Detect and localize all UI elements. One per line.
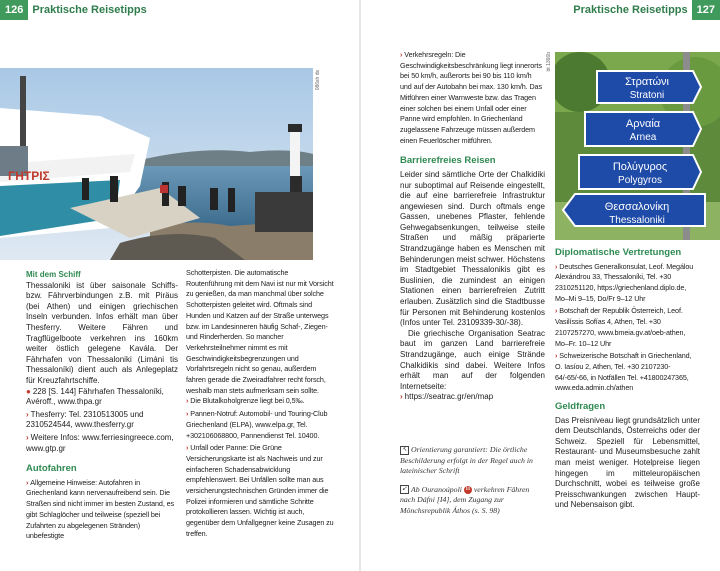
road-signs-illustration <box>555 52 720 240</box>
arrow-icon: › <box>400 392 403 402</box>
photo-caption-ferry: ↙ Ab Ouranoúpoli 11 verkehren Fähren nach Dáfni [I4], dem Zugang zur Mönchsrepublik Áthos (s. S. 98) <box>400 484 530 515</box>
left-page-header <box>0 0 147 20</box>
left-column-2 <box>186 268 334 542</box>
sign-2-latin: Arnea <box>629 132 657 143</box>
more-info-item: › Weitere Infos: www.ferriesingreece.com, www.gtp.gr <box>26 432 174 453</box>
photo-caption-icon: ↙ <box>401 486 408 493</box>
general-notes-item: › Allgemeine Hinweise: Autofahren in Griechenland kann nervenaufreibend sein. Die Straßen sind nicht immer im besten Zustand, es gibt Schlaglöcher und teilweise (speziell bei Zufahrten zu abgelegenen Stränden) unbefestigte <box>26 477 174 541</box>
thesferry-item: › Thesferry: Tel. 2310513005 und 2310524544, www.thesferry.gr <box>26 409 144 430</box>
sign-4-greek: Θεσσαλονίκη <box>604 201 670 213</box>
photo-credit-1: 086sh ds <box>315 70 321 91</box>
arrow-icon: › <box>555 351 558 361</box>
right-page-header <box>573 0 720 20</box>
sign-1-greek: Στρατώνι <box>625 76 669 88</box>
seatrac-link-item[interactable]: › https://seatrac.gr/en/map <box>400 392 494 402</box>
left-page-number: 126 <box>0 0 28 20</box>
ferry-illustration <box>0 68 313 260</box>
austrian-embassy-item: › Botschaft der Republik Österreich, Leof. Vasilíssis Sofías 4, Athen, Tel. +30 2107257270, www.bmeia.gv.at/oeb-athen, Mo–Fr. 10–12 Uhr <box>555 306 686 348</box>
money-paragraph: Das Preisniveau liegt grundsätzlich unter dem Deutschlands, Österreichs oder der Schweiz. Speziell für Lebensmittel, Restaurant- und Museumsbesuche zahlt man meist weniger. Hotelpreise liegen hingegen im mitteleuropäischen Durchschnitt, wobei es teilweise große Preisschwankungen zwischen Haupt- und Nebensaison gibt. <box>555 415 700 510</box>
sign-3-greek: Πολύγυρος <box>612 161 668 173</box>
sign-1-latin: Stratoni <box>629 90 665 101</box>
location-badge: 11 <box>465 486 471 492</box>
arrow-icon: › <box>26 477 29 487</box>
left-column-1 <box>26 270 178 544</box>
left-page-title: Praktische Reisetipps <box>32 4 147 16</box>
road-conditions-paragraph: Schotterpisten. Die automatische Routenführung mit dem Navi ist nur mit Vorsicht zu genießen, da man manchmal über solche Schotterpisten geleitet wird. Oftmals sind Hunden und Katzen auf der Straße unterwegs bzw. im Landesinneren häufig Schaf-, Ziegen- und Rinderherden. So mancher Verkehrsteilnehmer nimmt es mit Geschwindigkeitsbegrenzungen und Vorfahrtsregeln nicht so genau, außerdem fahren gerade die Zweiradfahrer recht forsch, weshalb man stets aufmerksam sein sollte. <box>186 268 334 395</box>
right-page-title: Praktische Reisetipps <box>573 4 688 16</box>
barrier-free-paragraph-2: Die griechische Organisation Seatrac baut im ganzen Land barrierefreie Strandzugänge, auch einige Strände Chalkidikis sind dabei. Weitere Infos erhält man auf der folgenden Internetseite: <box>400 328 545 391</box>
arrow-icon: › <box>555 306 558 316</box>
sign-2-greek: Αρναία <box>625 118 661 130</box>
photo-caption-signs: ↖ Orientierung garantiert: Die örtliche Beschilderung erfolgt in der Regel auch in lateinischer Schrift <box>400 444 533 476</box>
ship-paragraph: Thessaloniki ist über saisonale Schiffs- bzw. Fährverbindungen z.B. mit Piräus (bei Athen) und einigen griechischen Inseln verbunden. Infos erhält man über Thesferry. Weitere Fähren und Tragflügelboote verkehren ins 160km weiter östlich gelegene Kavála. Der Fährhafen von Thessaloniki (Limáni tis Thessaloníki) dient auch als Anlegeplatz für Kreuzfahrtschiffe. <box>26 280 178 385</box>
photo-caption-icon: ↖ <box>401 446 408 453</box>
road-signs-photo <box>555 52 720 240</box>
accident-item: › Unfall oder Panne: Die Grüne Versicherungskarte ist als Nachweis und zur einfacheren Schadensabwicklung empfehlenswert. Bei Unfällen sollte man aus versicherungstechnischen Gründen immer die Polizei informieren und sämtliche Schritte protokollieren lassen. Wichtig ist auch, gegenüber dem Unfallgegner keine Zusagen zu treffen. <box>186 443 334 538</box>
right-column-2 <box>555 248 700 511</box>
barrier-free-heading: Barrierefreies Reisen <box>400 155 496 167</box>
arrow-icon: › <box>400 50 403 59</box>
money-heading: Geldfragen <box>555 401 606 413</box>
breakdown-call-item: › Pannen-Notruf: Automobil- und Touring-Club Griechenland (ELPA), www.elpa.gr, Tel. +302106068800, Pannendienst Tel. 10400. <box>186 409 328 440</box>
car-section-heading: Autofahren <box>26 463 77 475</box>
arrow-icon: › <box>186 443 189 453</box>
arrow-icon: › <box>186 396 189 406</box>
swiss-embassy-item: › Schweizerische Botschaft in Griechenland, O. Iasíou 2, Athen, Tel. +30 2107230-64/-65/-66, in Notfällen Tel. +41800247365, www.eda.admin.ch/athen <box>555 351 692 393</box>
traffic-rules-item: › Verkehrsregeln: Die Geschwindigkeitsbeschränkung liegt innerorts bei 50 km/h, außerorts bei 90 bis 110 km/h und auf der Autobahn bei max. 130 km/h. Das Mitführen einer Warnweste bzw. das Tragen einer solchen bei einem Unfall oder einer Panne wird empfohlen. In Griechenland zugelassene Fahrzeuge müssen außerdem einen Feuerlöscher mitführen. <box>400 50 542 145</box>
barrier-free-paragraph-1: Leider sind sämtliche Orte der Chalkidiki nur suboptimal auf Reisende eingestellt, die auf eine barrierefreie Infrastruktur angewiesen sind. Durch oftmals enge Gassen, unebenes Pflaster, fehlende Gehwegabsenkungen, teilweise steile Straßen und mäßig präparierte Strandzugänge haben es Menschen mit Behinderungen meist schwer. Höchstens im Stadtgebiet Thessalonikis gibt es Buslinien, die zumindest an einigen Stationen einen barrierefreien Zutritt erlauben. Zusätzlich sind die Stadtbusse für Personen mit Behinderung kostenlos (Infos unter Tel. 23109339-30/-38). <box>400 169 545 328</box>
arrow-icon: › <box>26 409 29 419</box>
right-column-1 <box>400 50 545 517</box>
location-marker-icon: ● <box>26 386 31 396</box>
sign-3-latin: Polygyros <box>618 175 662 186</box>
photo-credit-2: bt 1366b <box>546 52 552 72</box>
german-consulate-item: › Deutsches Generalkonsulat, Leof. Megálou Alexándrou 33, Thessaloníki, Tel. +30 2310251120, https://griechenland.diplo.de, Mo–Mi 9–15, Do/Fr 9–12 Uhr <box>555 261 694 303</box>
right-page-number: 127 <box>692 0 720 20</box>
sign-4-latin: Thessaloniki <box>609 215 665 226</box>
ship-name-text: ΓΗΤΡΙΣ <box>8 169 50 183</box>
diplomatic-list <box>555 262 700 394</box>
diplomatic-heading: Diplomatische Vertretungen <box>555 247 682 258</box>
arrow-icon: › <box>555 261 558 271</box>
ferry-photo <box>0 68 313 260</box>
page-gutter <box>359 0 361 571</box>
ferry-port-item: ● 228 [S. 144] Fährhafen Thessaloníki, Avéroff., www.thpa.gr <box>26 386 164 407</box>
arrow-icon: › <box>26 432 29 442</box>
arrow-icon: › <box>186 409 189 419</box>
ship-section-heading: Mit dem Schiff <box>26 270 81 279</box>
alcohol-limit-item: › Die Blutalkoholgrenze liegt bei 0,5‰. <box>186 396 305 406</box>
